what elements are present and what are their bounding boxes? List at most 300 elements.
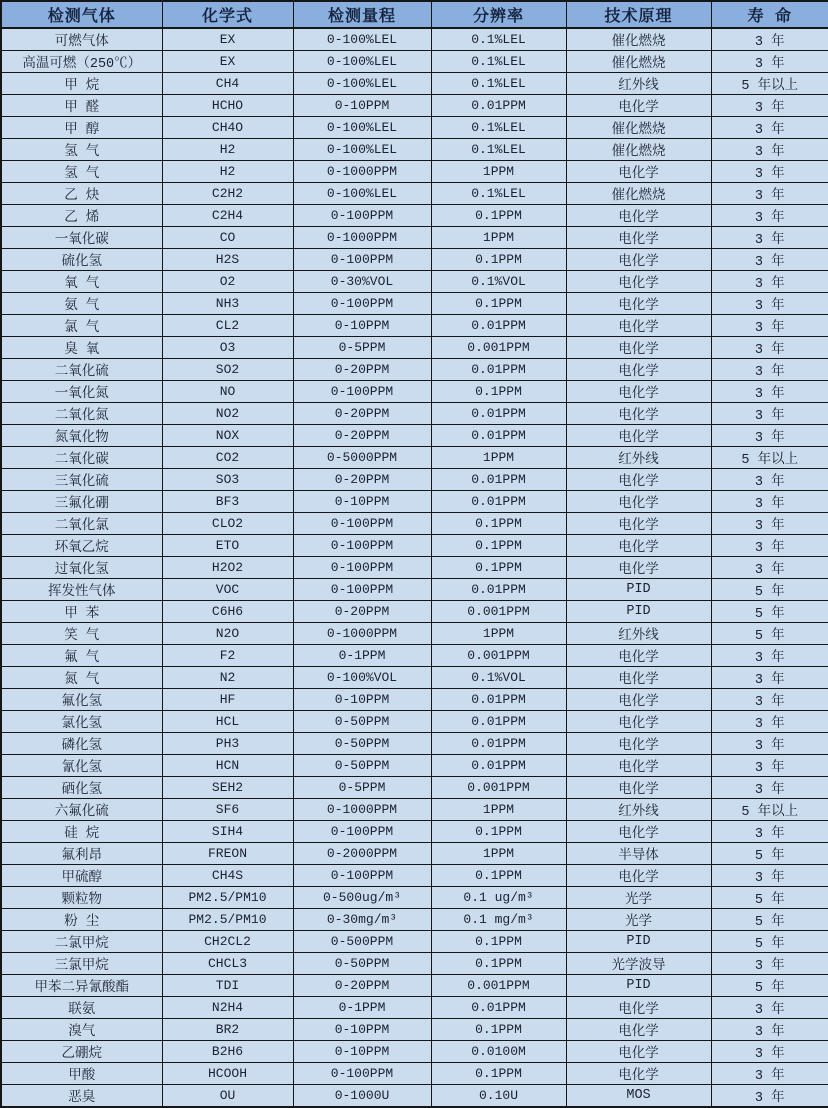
cell-chemical-formula: O2 (162, 271, 293, 293)
cell-gas-name: 氢 气 (1, 161, 162, 183)
cell-chemical-formula: N2 (162, 667, 293, 689)
cell-resolution: 0.01PPM (431, 711, 566, 733)
cell-lifespan: 3 年 (711, 821, 828, 843)
cell-chemical-formula: SO3 (162, 469, 293, 491)
cell-resolution: 0.01PPM (431, 95, 566, 117)
cell-chemical-formula: PM2.5/PM10 (162, 909, 293, 931)
cell-gas-name: 氯化氢 (1, 711, 162, 733)
cell-technology: 电化学 (566, 1019, 711, 1041)
cell-technology: 催化燃烧 (566, 183, 711, 205)
cell-gas-name: 甲 苯 (1, 601, 162, 623)
cell-detection-range: 0-50PPM (293, 733, 431, 755)
cell-technology: 电化学 (566, 95, 711, 117)
cell-lifespan: 3 年 (711, 491, 828, 513)
cell-resolution: 0.1%LEL (431, 73, 566, 95)
cell-resolution: 0.001PPM (431, 645, 566, 667)
cell-detection-range: 0-50PPM (293, 953, 431, 975)
cell-lifespan: 3 年 (711, 689, 828, 711)
cell-detection-range: 0-100PPM (293, 249, 431, 271)
cell-detection-range: 0-1000PPM (293, 623, 431, 645)
cell-lifespan: 3 年 (711, 359, 828, 381)
cell-lifespan: 3 年 (711, 645, 828, 667)
cell-technology: 电化学 (566, 359, 711, 381)
cell-resolution: 0.1PPM (431, 1063, 566, 1085)
cell-detection-range: 0-100PPM (293, 557, 431, 579)
cell-detection-range: 0-100%LEL (293, 73, 431, 95)
gas-table-header-row (1, 1, 828, 28)
cell-gas-name: 氧 气 (1, 271, 162, 293)
table-row (1, 601, 828, 623)
cell-resolution: 0.1%LEL (431, 117, 566, 139)
cell-chemical-formula: H2S (162, 249, 293, 271)
cell-technology: 催化燃烧 (566, 28, 711, 51)
cell-chemical-formula: CO2 (162, 447, 293, 469)
table-row (1, 73, 828, 95)
cell-technology: 电化学 (566, 227, 711, 249)
cell-chemical-formula: HCOOH (162, 1063, 293, 1085)
cell-resolution: 0.01PPM (431, 469, 566, 491)
cell-chemical-formula: O3 (162, 337, 293, 359)
cell-resolution: 1PPM (431, 227, 566, 249)
cell-technology: PID (566, 931, 711, 953)
table-row (1, 447, 828, 469)
cell-gas-name: 乙 烯 (1, 205, 162, 227)
cell-technology: PID (566, 579, 711, 601)
cell-resolution: 0.1%LEL (431, 28, 566, 51)
cell-detection-range: 0-5PPM (293, 337, 431, 359)
cell-gas-name: 甲 醇 (1, 117, 162, 139)
table-row (1, 755, 828, 777)
cell-resolution: 1PPM (431, 799, 566, 821)
cell-gas-name: 磷化氢 (1, 733, 162, 755)
cell-detection-range: 0-100PPM (293, 865, 431, 887)
cell-chemical-formula: NO2 (162, 403, 293, 425)
cell-resolution: 0.001PPM (431, 601, 566, 623)
cell-resolution: 1PPM (431, 623, 566, 645)
cell-detection-range: 0-20PPM (293, 425, 431, 447)
cell-gas-name: 二氧化硫 (1, 359, 162, 381)
cell-lifespan: 3 年 (711, 425, 828, 447)
table-row (1, 491, 828, 513)
cell-gas-name: 氟化氢 (1, 689, 162, 711)
cell-resolution: 0.01PPM (431, 403, 566, 425)
table-row (1, 315, 828, 337)
cell-technology: 电化学 (566, 865, 711, 887)
column-header-gas-name: 检测气体 (1, 1, 162, 28)
cell-resolution: 0.10U (431, 1085, 566, 1108)
cell-gas-name: 溴气 (1, 1019, 162, 1041)
table-row (1, 887, 828, 909)
cell-detection-range: 0-1000PPM (293, 799, 431, 821)
cell-lifespan: 3 年 (711, 249, 828, 271)
cell-detection-range: 0-1PPM (293, 997, 431, 1019)
table-row (1, 117, 828, 139)
table-row (1, 381, 828, 403)
cell-resolution: 1PPM (431, 161, 566, 183)
cell-resolution: 0.1PPM (431, 821, 566, 843)
cell-gas-name: 粉 尘 (1, 909, 162, 931)
cell-technology: 电化学 (566, 1063, 711, 1085)
cell-technology: MOS (566, 1085, 711, 1108)
cell-chemical-formula: C2H2 (162, 183, 293, 205)
cell-technology: 红外线 (566, 623, 711, 645)
cell-gas-name: 过氧化氢 (1, 557, 162, 579)
table-row (1, 623, 828, 645)
cell-chemical-formula: CH4S (162, 865, 293, 887)
cell-technology: 红外线 (566, 799, 711, 821)
cell-detection-range: 0-10PPM (293, 689, 431, 711)
cell-resolution: 0.1%LEL (431, 139, 566, 161)
cell-gas-name: 一氧化碳 (1, 227, 162, 249)
cell-resolution: 0.001PPM (431, 337, 566, 359)
cell-detection-range: 0-20PPM (293, 403, 431, 425)
table-row (1, 667, 828, 689)
cell-lifespan: 5 年 (711, 843, 828, 865)
cell-chemical-formula: NH3 (162, 293, 293, 315)
cell-detection-range: 0-100PPM (293, 513, 431, 535)
cell-technology: 电化学 (566, 689, 711, 711)
cell-chemical-formula: HCN (162, 755, 293, 777)
cell-chemical-formula: EX (162, 51, 293, 73)
cell-technology: PID (566, 975, 711, 997)
cell-resolution: 0.01PPM (431, 315, 566, 337)
cell-detection-range: 0-5000PPM (293, 447, 431, 469)
cell-resolution: 0.01PPM (431, 579, 566, 601)
cell-lifespan: 3 年 (711, 161, 828, 183)
cell-gas-name: 二氧化氯 (1, 513, 162, 535)
cell-technology: 电化学 (566, 161, 711, 183)
cell-gas-name: 联氨 (1, 997, 162, 1019)
cell-technology: 电化学 (566, 513, 711, 535)
cell-lifespan: 3 年 (711, 403, 828, 425)
cell-chemical-formula: HF (162, 689, 293, 711)
cell-chemical-formula: F2 (162, 645, 293, 667)
cell-detection-range: 0-30mg/m³ (293, 909, 431, 931)
cell-lifespan: 3 年 (711, 557, 828, 579)
cell-chemical-formula: NO (162, 381, 293, 403)
cell-gas-name: 高温可燃（250℃） (1, 51, 162, 73)
cell-chemical-formula: CHCL3 (162, 953, 293, 975)
cell-lifespan: 3 年 (711, 997, 828, 1019)
cell-detection-range: 0-10PPM (293, 1041, 431, 1063)
cell-chemical-formula: PH3 (162, 733, 293, 755)
cell-gas-name: 氯 气 (1, 315, 162, 337)
cell-resolution: 0.0100M (431, 1041, 566, 1063)
cell-detection-range: 0-2000PPM (293, 843, 431, 865)
cell-technology: 催化燃烧 (566, 117, 711, 139)
cell-resolution: 0.1PPM (431, 381, 566, 403)
table-row (1, 689, 828, 711)
cell-technology: 半导体 (566, 843, 711, 865)
cell-resolution: 0.001PPM (431, 975, 566, 997)
table-row (1, 28, 828, 51)
cell-chemical-formula: C2H4 (162, 205, 293, 227)
cell-resolution: 0.1PPM (431, 931, 566, 953)
cell-lifespan: 5 年 (711, 931, 828, 953)
table-row (1, 909, 828, 931)
cell-gas-name: 氟 气 (1, 645, 162, 667)
cell-resolution: 0.001PPM (431, 777, 566, 799)
column-header-lifespan: 寿 命 (711, 1, 828, 28)
cell-gas-name: 环氧乙烷 (1, 535, 162, 557)
cell-gas-name: 氢 气 (1, 139, 162, 161)
column-header-detection-range: 检测量程 (293, 1, 431, 28)
cell-lifespan: 5 年 (711, 623, 828, 645)
table-row (1, 975, 828, 997)
cell-chemical-formula: CLO2 (162, 513, 293, 535)
cell-chemical-formula: FREON (162, 843, 293, 865)
cell-chemical-formula: HCHO (162, 95, 293, 117)
cell-technology: 光学 (566, 887, 711, 909)
cell-lifespan: 3 年 (711, 337, 828, 359)
cell-detection-range: 0-20PPM (293, 601, 431, 623)
cell-lifespan: 3 年 (711, 1063, 828, 1085)
cell-detection-range: 0-100PPM (293, 205, 431, 227)
column-header-resolution: 分辨率 (431, 1, 566, 28)
cell-resolution: 0.1%LEL (431, 51, 566, 73)
cell-chemical-formula: N2H4 (162, 997, 293, 1019)
cell-technology: 催化燃烧 (566, 51, 711, 73)
cell-lifespan: 3 年 (711, 95, 828, 117)
table-row (1, 161, 828, 183)
cell-resolution: 0.1PPM (431, 535, 566, 557)
table-row (1, 139, 828, 161)
cell-chemical-formula: B2H6 (162, 1041, 293, 1063)
cell-lifespan: 3 年 (711, 513, 828, 535)
cell-lifespan: 3 年 (711, 755, 828, 777)
cell-technology: 电化学 (566, 645, 711, 667)
cell-gas-name: 甲 醛 (1, 95, 162, 117)
cell-lifespan: 3 年 (711, 777, 828, 799)
cell-chemical-formula: H2O2 (162, 557, 293, 579)
cell-technology: 电化学 (566, 1041, 711, 1063)
table-row (1, 205, 828, 227)
cell-lifespan: 5 年以上 (711, 799, 828, 821)
cell-technology: 红外线 (566, 73, 711, 95)
cell-resolution: 0.01PPM (431, 733, 566, 755)
cell-detection-range: 0-5PPM (293, 777, 431, 799)
cell-chemical-formula: PM2.5/PM10 (162, 887, 293, 909)
cell-lifespan: 5 年 (711, 887, 828, 909)
cell-lifespan: 5 年 (711, 909, 828, 931)
table-row (1, 183, 828, 205)
cell-resolution: 1PPM (431, 843, 566, 865)
cell-technology: PID (566, 601, 711, 623)
cell-gas-name: 甲 烷 (1, 73, 162, 95)
cell-gas-name: 氨 气 (1, 293, 162, 315)
cell-detection-range: 0-10PPM (293, 315, 431, 337)
cell-lifespan: 3 年 (711, 711, 828, 733)
cell-lifespan: 5 年以上 (711, 447, 828, 469)
table-row (1, 271, 828, 293)
table-row (1, 997, 828, 1019)
cell-detection-range: 0-100PPM (293, 293, 431, 315)
table-row (1, 535, 828, 557)
cell-chemical-formula: ETO (162, 535, 293, 557)
cell-detection-range: 0-100%VOL (293, 667, 431, 689)
cell-detection-range: 0-500ug/m³ (293, 887, 431, 909)
cell-detection-range: 0-100PPM (293, 821, 431, 843)
cell-gas-name: 甲酸 (1, 1063, 162, 1085)
table-row (1, 579, 828, 601)
cell-gas-name: 甲硫醇 (1, 865, 162, 887)
column-header-technology: 技术原理 (566, 1, 711, 28)
cell-lifespan: 3 年 (711, 1085, 828, 1108)
table-row (1, 843, 828, 865)
cell-resolution: 0.1PPM (431, 1019, 566, 1041)
cell-gas-name: 臭 氧 (1, 337, 162, 359)
cell-gas-name: 硫化氢 (1, 249, 162, 271)
cell-detection-range: 0-10PPM (293, 491, 431, 513)
table-row (1, 1085, 828, 1108)
cell-chemical-formula: TDI (162, 975, 293, 997)
cell-resolution: 0.1PPM (431, 205, 566, 227)
cell-gas-name: 三氟化硼 (1, 491, 162, 513)
cell-lifespan: 3 年 (711, 315, 828, 337)
table-row (1, 469, 828, 491)
cell-technology: 催化燃烧 (566, 139, 711, 161)
table-row (1, 95, 828, 117)
table-row (1, 733, 828, 755)
cell-detection-range: 0-1000U (293, 1085, 431, 1108)
cell-technology: 电化学 (566, 711, 711, 733)
cell-chemical-formula: CH2CL2 (162, 931, 293, 953)
cell-lifespan: 3 年 (711, 227, 828, 249)
cell-detection-range: 0-20PPM (293, 975, 431, 997)
table-row (1, 51, 828, 73)
cell-gas-name: 二氧化碳 (1, 447, 162, 469)
cell-lifespan: 3 年 (711, 183, 828, 205)
cell-detection-range: 0-50PPM (293, 711, 431, 733)
table-row (1, 513, 828, 535)
cell-chemical-formula: SIH4 (162, 821, 293, 843)
cell-gas-name: 三氧化硫 (1, 469, 162, 491)
cell-detection-range: 0-20PPM (293, 469, 431, 491)
cell-lifespan: 3 年 (711, 293, 828, 315)
cell-technology: 电化学 (566, 337, 711, 359)
gas-table-body (1, 28, 828, 1107)
cell-gas-name: 颗粒物 (1, 887, 162, 909)
cell-technology: 红外线 (566, 447, 711, 469)
cell-gas-name: 氮 气 (1, 667, 162, 689)
cell-resolution: 0.01PPM (431, 359, 566, 381)
cell-gas-name: 氮氧化物 (1, 425, 162, 447)
cell-chemical-formula: EX (162, 28, 293, 51)
cell-technology: 电化学 (566, 425, 711, 447)
cell-detection-range: 0-100%LEL (293, 183, 431, 205)
cell-lifespan: 3 年 (711, 1019, 828, 1041)
cell-chemical-formula: N2O (162, 623, 293, 645)
cell-lifespan: 3 年 (711, 469, 828, 491)
cell-chemical-formula: CL2 (162, 315, 293, 337)
cell-resolution: 0.1PPM (431, 557, 566, 579)
cell-chemical-formula: SF6 (162, 799, 293, 821)
cell-technology: 电化学 (566, 557, 711, 579)
cell-chemical-formula: BF3 (162, 491, 293, 513)
cell-chemical-formula: SO2 (162, 359, 293, 381)
cell-chemical-formula: BR2 (162, 1019, 293, 1041)
cell-resolution: 0.1%VOL (431, 667, 566, 689)
cell-technology: 电化学 (566, 997, 711, 1019)
cell-technology: 电化学 (566, 535, 711, 557)
cell-technology: 光学波导 (566, 953, 711, 975)
cell-gas-name: 氟利昂 (1, 843, 162, 865)
cell-technology: 电化学 (566, 381, 711, 403)
cell-resolution: 0.1PPM (431, 513, 566, 535)
cell-lifespan: 3 年 (711, 953, 828, 975)
cell-chemical-formula: HCL (162, 711, 293, 733)
cell-technology: 电化学 (566, 667, 711, 689)
cell-chemical-formula: C6H6 (162, 601, 293, 623)
cell-resolution: 0.1 ug/m³ (431, 887, 566, 909)
cell-lifespan: 3 年 (711, 865, 828, 887)
table-row (1, 425, 828, 447)
cell-detection-range: 0-100PPM (293, 535, 431, 557)
table-row (1, 293, 828, 315)
cell-lifespan: 3 年 (711, 667, 828, 689)
cell-detection-range: 0-100PPM (293, 579, 431, 601)
cell-detection-range: 0-1PPM (293, 645, 431, 667)
cell-gas-name: 一氧化氮 (1, 381, 162, 403)
cell-chemical-formula: CO (162, 227, 293, 249)
cell-lifespan: 5 年 (711, 601, 828, 623)
table-row (1, 645, 828, 667)
table-row (1, 931, 828, 953)
cell-lifespan: 3 年 (711, 733, 828, 755)
cell-resolution: 0.1PPM (431, 249, 566, 271)
cell-detection-range: 0-100%LEL (293, 117, 431, 139)
cell-gas-name: 乙 炔 (1, 183, 162, 205)
cell-technology: 电化学 (566, 777, 711, 799)
cell-gas-name: 甲苯二异氰酸酯 (1, 975, 162, 997)
cell-chemical-formula: SEH2 (162, 777, 293, 799)
cell-detection-range: 0-100%LEL (293, 139, 431, 161)
cell-technology: 光学 (566, 909, 711, 931)
cell-chemical-formula: H2 (162, 161, 293, 183)
cell-resolution: 0.1%VOL (431, 271, 566, 293)
cell-resolution: 0.01PPM (431, 689, 566, 711)
cell-lifespan: 3 年 (711, 205, 828, 227)
cell-resolution: 0.1%LEL (431, 183, 566, 205)
cell-technology: 电化学 (566, 205, 711, 227)
table-row (1, 359, 828, 381)
table-row (1, 865, 828, 887)
cell-detection-range: 0-10PPM (293, 95, 431, 117)
cell-lifespan: 3 年 (711, 1041, 828, 1063)
cell-gas-name: 恶臭 (1, 1085, 162, 1108)
cell-lifespan: 3 年 (711, 535, 828, 557)
cell-technology: 电化学 (566, 733, 711, 755)
cell-gas-name: 笑 气 (1, 623, 162, 645)
cell-lifespan: 5 年以上 (711, 73, 828, 95)
cell-lifespan: 5 年 (711, 579, 828, 601)
cell-gas-name: 二氧化氮 (1, 403, 162, 425)
cell-resolution: 0.1PPM (431, 293, 566, 315)
cell-lifespan: 3 年 (711, 28, 828, 51)
cell-lifespan: 3 年 (711, 117, 828, 139)
cell-resolution: 0.01PPM (431, 997, 566, 1019)
cell-chemical-formula: H2 (162, 139, 293, 161)
cell-technology: 电化学 (566, 755, 711, 777)
cell-lifespan: 3 年 (711, 51, 828, 73)
cell-gas-name: 六氟化硫 (1, 799, 162, 821)
cell-detection-range: 0-100PPM (293, 1063, 431, 1085)
cell-technology: 电化学 (566, 315, 711, 337)
cell-gas-name: 乙硼烷 (1, 1041, 162, 1063)
table-row (1, 1019, 828, 1041)
cell-detection-range: 0-100PPM (293, 381, 431, 403)
cell-technology: 电化学 (566, 403, 711, 425)
